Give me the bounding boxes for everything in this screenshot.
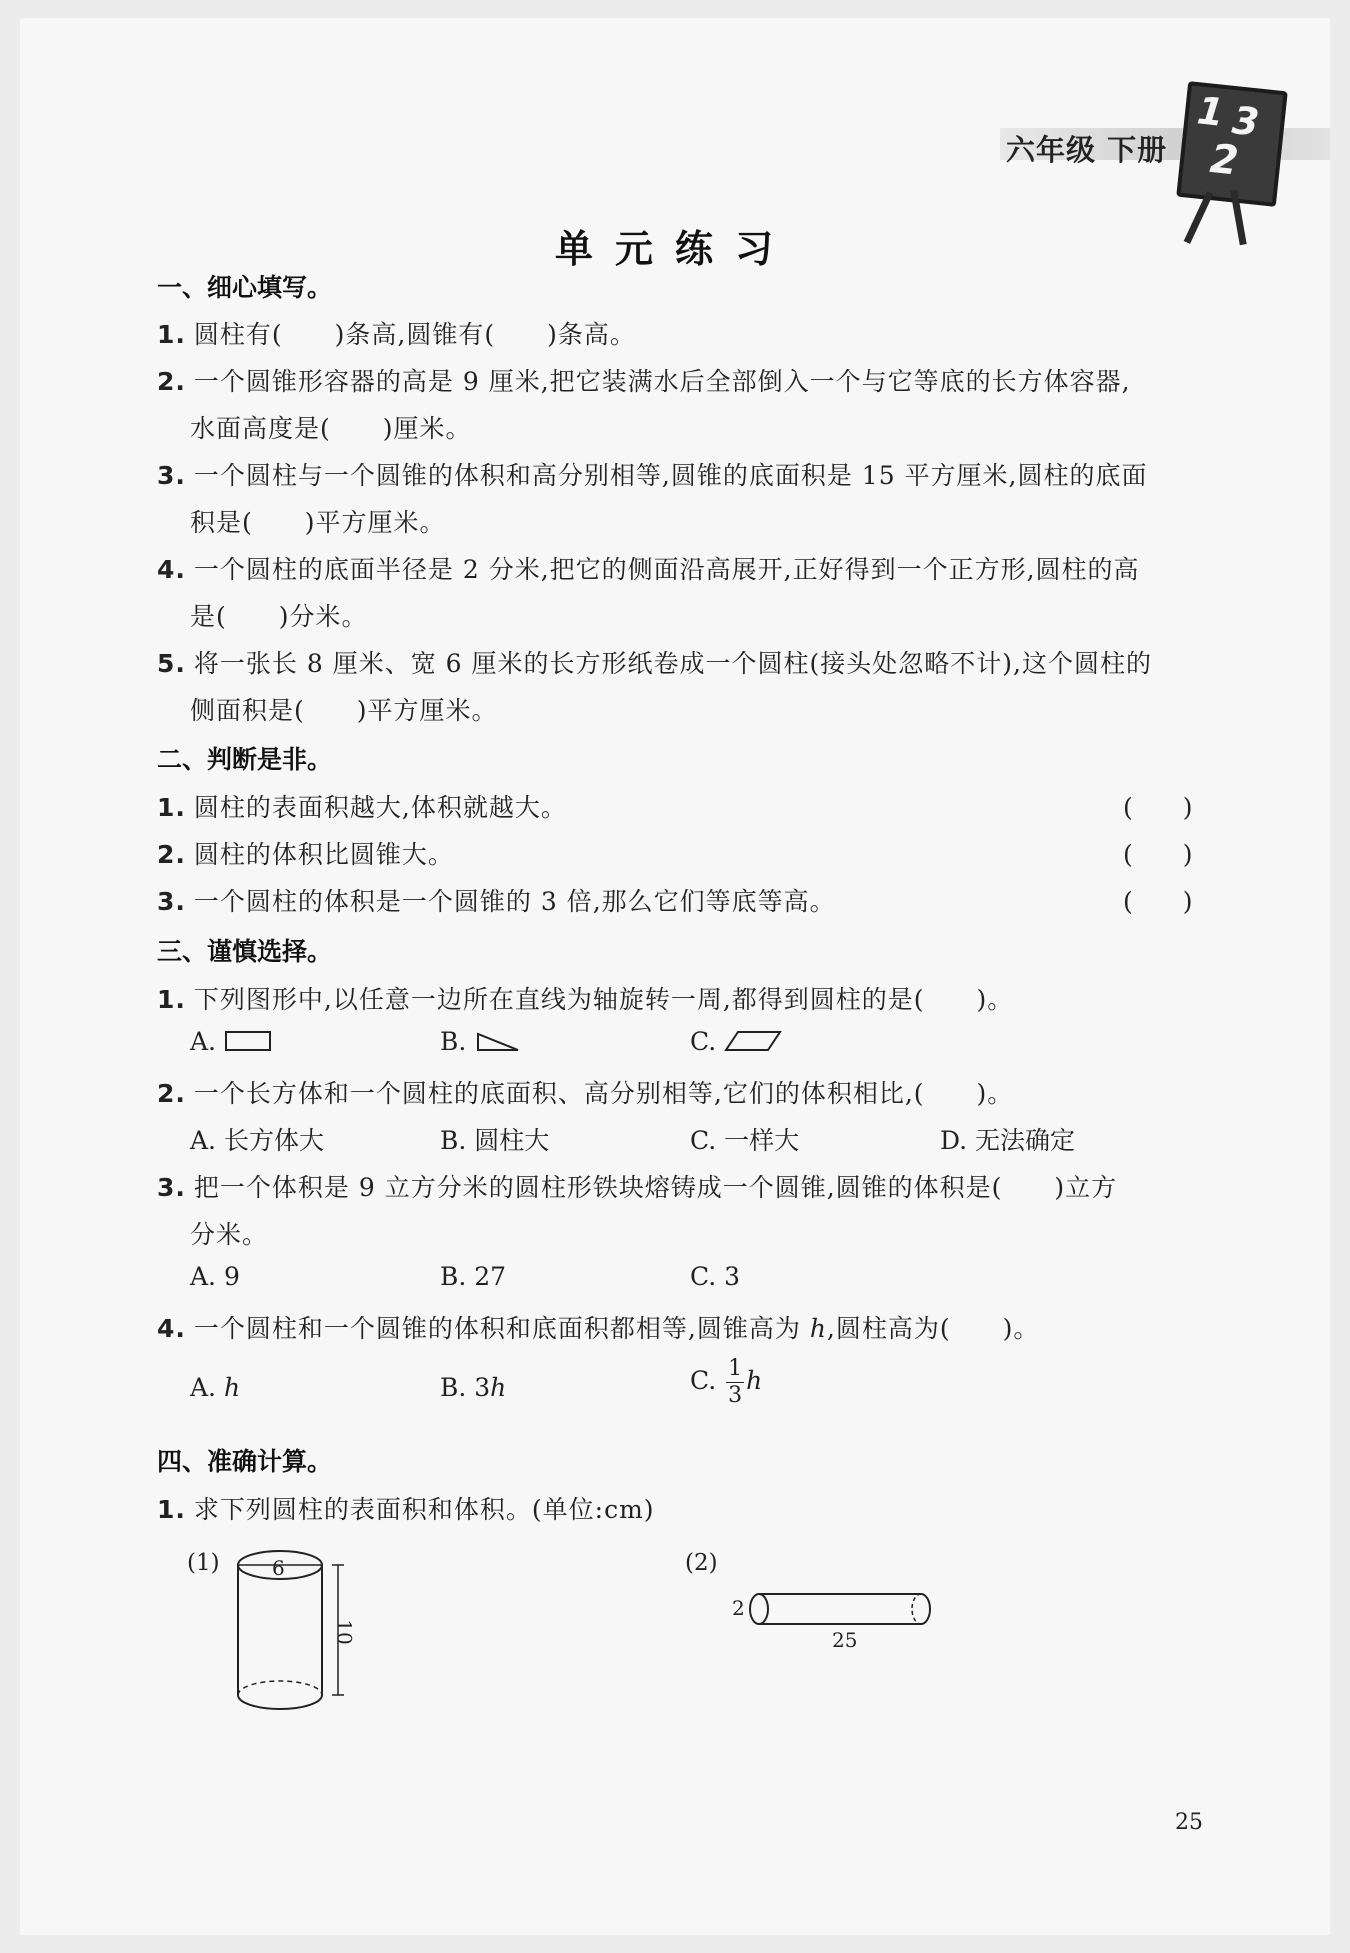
option-a[interactable]: A. h [190, 1373, 241, 1402]
question: 5. 将一张长 8 厘米、宽 6 厘米的长方形纸卷成一个圆柱(接头处忽略不计),这个圆柱的 [157, 649, 1152, 678]
question-continuation: 侧面积是( )平方厘米。 [190, 696, 498, 725]
option-b[interactable]: B. 圆柱大 [440, 1126, 550, 1155]
question-continuation: 是( )分米。 [190, 602, 368, 631]
question: 1. 圆柱有( )条高,圆锥有( )条高。 [157, 320, 636, 349]
section-heading: 二、判断是非。 [157, 745, 333, 774]
fraction: $\frac{1}{3}$ [728, 1356, 743, 1408]
blackboard-icon [1176, 81, 1288, 207]
question: 2. 一个长方体和一个圆柱的底面积、高分别相等,它们的体积相比,( )。 [157, 1079, 1014, 1108]
question: 3. 一个圆柱的体积是一个圆锥的 3 倍,那么它们等底等高。 [157, 887, 836, 916]
option-b[interactable]: B. 3h [440, 1373, 507, 1402]
question: 4. 一个圆柱和一个圆锥的体积和底面积都相等,圆锥高为 h,圆柱高为( )。 [157, 1314, 1040, 1343]
question: 1. 下列图形中,以任意一边所在直线为轴旋转一周,都得到圆柱的是( )。 [157, 985, 1014, 1014]
diameter-label: 6 [272, 1556, 285, 1580]
option-c[interactable]: C. $\frac{1}{3}$ h [690, 1356, 763, 1408]
question: 4. 一个圆柱的底面半径是 2 分米,把它的侧面沿高展开,正好得到一个正方形,圆柱的高 [157, 555, 1140, 584]
board-digit: 2 [1207, 135, 1241, 185]
option-b[interactable]: B. [440, 1027, 524, 1056]
height-label: 10 [332, 1619, 357, 1645]
option-a[interactable]: A. 长方体大 [190, 1126, 324, 1155]
grade-label: 六年级 下册 [1006, 133, 1168, 167]
option-c[interactable]: C. [690, 1027, 784, 1056]
question-continuation: 积是( )平方厘米。 [190, 508, 446, 537]
length-label: 25 [832, 1628, 858, 1652]
diameter-label: 2 [732, 1596, 745, 1620]
option-b[interactable]: B. 27 [440, 1262, 507, 1291]
figure-label: (2) [685, 1550, 718, 1576]
section-heading: 四、准确计算。 [157, 1447, 333, 1476]
section-heading: 三、谨慎选择。 [157, 937, 333, 966]
question: 2. 圆柱的体积比圆锥大。 [157, 840, 454, 869]
answer-parentheses[interactable]: ( ) [1123, 793, 1193, 822]
right-triangle-icon [474, 1028, 524, 1054]
page-number: 25 [1175, 1810, 1203, 1835]
answer-parentheses[interactable]: ( ) [1123, 887, 1193, 916]
question-continuation: 分米。 [190, 1220, 269, 1249]
option-d[interactable]: D. 无法确定 [940, 1126, 1076, 1155]
question: 2. 一个圆锥形容器的高是 9 厘米,把它装满水后全部倒入一个与它等底的长方体容器, [157, 367, 1131, 396]
option-c[interactable]: C. 一样大 [690, 1126, 800, 1155]
option-c[interactable]: C. 3 [690, 1262, 741, 1291]
question: 3. 把一个体积是 9 立方分米的圆柱形铁块熔铸成一个圆锥,圆锥的体积是( )立方 [157, 1173, 1118, 1202]
section-heading: 一、细心填写。 [157, 273, 333, 302]
option-a[interactable]: A. 9 [190, 1262, 240, 1291]
board-digit: 1 [1195, 88, 1226, 135]
page-title: 单元练习 [554, 227, 795, 271]
option-a[interactable]: A. [190, 1027, 274, 1056]
question-continuation: 水面高度是( )厘米。 [190, 414, 472, 443]
question: 1. 圆柱的表面积越大,体积就越大。 [157, 793, 567, 822]
page [20, 18, 1330, 1935]
figure-label: (1) [187, 1550, 220, 1576]
question: 1. 求下列圆柱的表面积和体积。(单位:cm) [157, 1495, 655, 1524]
rectangle-icon [224, 1028, 274, 1054]
cylinder-figure-2 [745, 1590, 935, 1630]
parallelogram-icon [724, 1028, 784, 1054]
board-digit: 3 [1230, 98, 1262, 145]
answer-parentheses[interactable]: ( ) [1123, 840, 1193, 869]
question: 3. 一个圆柱与一个圆锥的体积和高分别相等,圆锥的底面积是 15 平方厘米,圆柱的底面 [157, 461, 1148, 490]
